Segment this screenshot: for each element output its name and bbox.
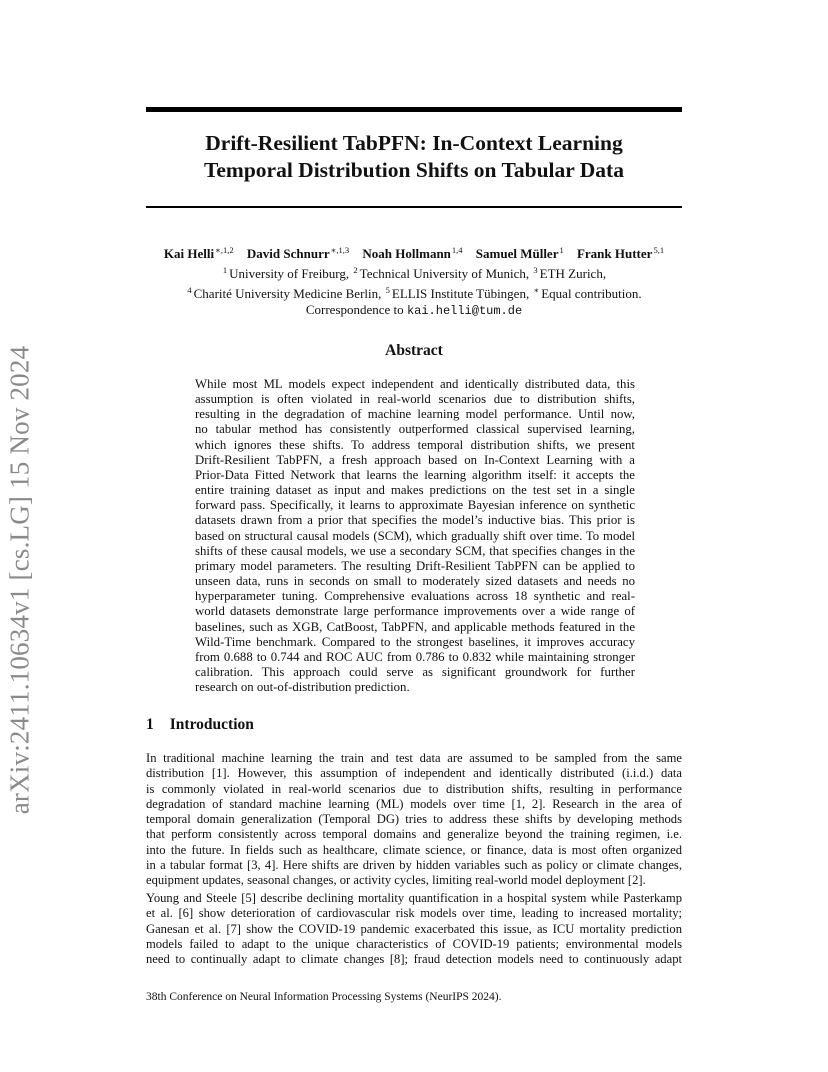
affiliation: ELLIS Institute Tübingen,: [391, 286, 530, 301]
body-line: Ganesan et al. [7] show the COVID-19 pandemic exacerbated this issue, as ICU mortality prediction: [146, 921, 682, 936]
body-line: Young and Steele [5] describe declining mortality quantification in a hospital system while Pasterkamp: [146, 891, 682, 905]
body-line: In traditional machine learning the train and test data are assumed to be sampled from the same: [146, 751, 682, 765]
affiliation-mark: 4: [187, 285, 192, 295]
abstract-line: entire training dataset as input and makes predictions on the test set in a single: [195, 483, 635, 498]
affiliation-mark: 2: [353, 265, 358, 275]
abstract-line: forward pass. Specifically, it learns to approximate Bayesian inference on synthetic: [195, 498, 635, 513]
body-line: need to continually adapt to climate changes [8]; fraud detection models need to continuously adapt: [146, 952, 682, 967]
intro-paragraph-1: [146, 751, 682, 889]
correspondence-line: [146, 302, 682, 319]
abstract-line: hyperparameter tuning. Comprehensive evaluations across 18 synthetic and real-: [195, 589, 635, 604]
author: [476, 246, 564, 261]
title-line: Temporal Distribution Shifts on Tabular Data: [204, 158, 624, 182]
abstract-line: from 0.688 to 0.744 and ROC AUC from 0.786 to 0.832 while maintaining stronger: [195, 649, 635, 664]
affiliation-mark: 3: [533, 265, 538, 275]
affiliation: Technical University of Munich,: [359, 266, 530, 281]
abstract-line: Prior-Data Fitted Network that learns the learning algorithm itself: it accepts the: [195, 467, 635, 482]
abstract-line: shifts of these causal models, we use a secondary SCM, that specifies changes in the: [195, 543, 635, 558]
title-line: Drift-Resilient TabPFN: In-Context Learning: [205, 131, 623, 155]
affiliation-line: [146, 262, 682, 282]
author: [362, 246, 462, 261]
affiliation-line: [146, 282, 682, 302]
author-marks: 5,1: [653, 245, 665, 255]
author-marks: 1,4: [451, 245, 463, 255]
body-line: equipment updates, seasonal changes, or activity cycles, limiting real-world model deployment [2].: [146, 873, 646, 888]
arxiv-id: arXiv:2411.10634v1 [cs.LG] 15 Nov 2024: [4, 345, 35, 815]
body-line: degradation of standard machine learning (ML) models over time [1, 2]. Research in the area of: [146, 796, 682, 811]
author-marks: ∗,1,3: [330, 245, 350, 255]
body-line: distribution [1]. However, this assumption of independent and identically distributed (i.i.d.) data: [146, 766, 682, 781]
abstract-body: [195, 377, 635, 695]
author-name: Frank Hutter: [576, 246, 653, 261]
abstract-line: calibration. This approach could serve as significant groundwork for further: [195, 664, 635, 679]
section-number: 1: [146, 716, 154, 733]
author-block: [146, 242, 682, 319]
conference-footer: 38th Conference on Neural Information Processing Systems (NeurIPS 2024).: [146, 991, 502, 1003]
author: [164, 246, 234, 261]
paper-title: [146, 130, 682, 184]
abstract-line: resulting in the degradation of machine learning model performance. Until now,: [195, 407, 635, 422]
affiliation-mark: 1: [222, 265, 228, 275]
abstract-line: assumption is often violated in real-world scenarios due to distribution shifts,: [195, 392, 635, 407]
abstract-line: Drift-Resilient TabPFN, a fresh approach based on In-Context Learning with a: [195, 452, 635, 467]
abstract-line: world datasets demonstrate large performance improvements over a wide range of: [195, 604, 635, 619]
abstract-line: Wild-Time benchmark. Compared to the strongest baselines, it improves accuracy: [195, 634, 635, 649]
affiliation: University of Freiburg,: [229, 266, 350, 281]
author-marks: 1: [559, 245, 564, 255]
abstract-line: datasets drawn from a prior that specifies the model’s inductive bias. This prior is: [195, 513, 635, 528]
abstract-line: based on structural causal models (SCM), which gradually shift over time. To model: [195, 528, 635, 543]
body-line: models failed to adapt to the unique characteristics of COVID-19 patients; environmental models: [146, 936, 682, 951]
title-bottom-rule: [146, 206, 682, 208]
abstract-line: baselines, such as XGB, CatBoost, TabPFN, and applicable methods featured in the: [195, 619, 635, 634]
abstract-line: unseen data, runs in seconds on small to moderately sized datasets and needs no: [195, 574, 635, 589]
title-top-rule: [146, 107, 682, 112]
abstract-line: no tabular method has consistently outperformed classical supervised learning,: [195, 422, 635, 437]
abstract-line: While most ML models expect independent and identically distributed data, this: [195, 377, 635, 391]
author-name: Kai Helli: [163, 246, 215, 261]
body-line: into the future. In fields such as healthcare, climate science, or finance, data is most often organized: [146, 842, 682, 857]
correspondence-email: kai.helli@tum.de: [406, 304, 523, 318]
body-line: in a tabular format [3, 4]. Here shifts are driven by hidden variables such as policy or climate changes,: [146, 858, 682, 873]
author: [247, 246, 349, 261]
affiliation: Charité University Medicine Berlin,: [193, 286, 382, 301]
affiliation-mark: 5: [385, 285, 390, 295]
author-list: [146, 242, 682, 262]
author: [577, 246, 664, 261]
equal-contribution-mark: ∗: [533, 285, 540, 295]
author-marks: ∗,1,2: [215, 245, 234, 255]
author-name: Samuel Müller: [475, 246, 559, 261]
abstract-heading: Abstract: [385, 342, 443, 359]
body-line: is commonly violated in real-world scenarios due to distribution shifts, resulting in performance: [146, 781, 682, 796]
body-line: et al. [6] show deterioration of cardiovascular risk models over time, leading to increased mortality;: [146, 906, 682, 921]
section-heading-introduction: [146, 716, 254, 734]
abstract-line: primary model parameters. The resulting Drift-Resilient TabPFN can be applied to: [195, 558, 635, 573]
section-title: Introduction: [169, 716, 254, 733]
abstract-line: which ignores these shifts. To address temporal distribution shifts, we present: [195, 437, 635, 452]
correspondence-label: Correspondence to: [305, 302, 404, 317]
equal-contribution: Equal contribution.: [541, 286, 642, 301]
body-line: temporal domain generalization (Temporal DG) tries to address these shifts by developing methods: [146, 812, 682, 827]
affiliation: ETH Zurich,: [539, 266, 607, 281]
author-name: Noah Hollmann: [362, 246, 451, 261]
abstract-line: research on out-of-distribution prediction.: [195, 680, 410, 695]
intro-paragraph-2: [146, 891, 682, 967]
body-line: that perform consistently across temporal domains and generalize beyond the training regimen, i.e.: [146, 827, 682, 842]
author-name: David Schnurr: [246, 246, 330, 261]
